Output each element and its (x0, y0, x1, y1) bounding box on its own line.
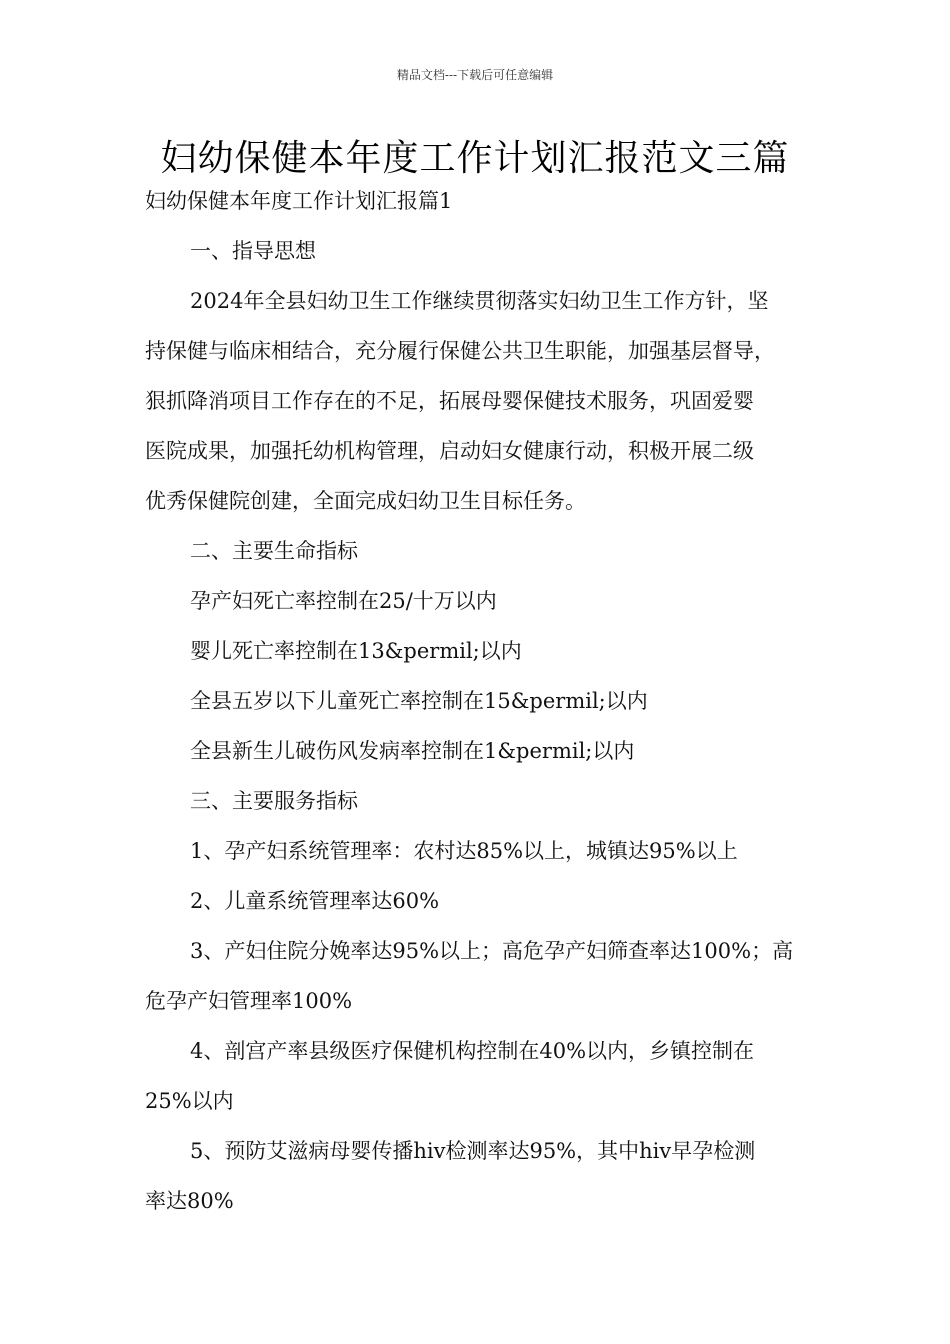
list-item-continuation: 危孕产妇管理率100% (145, 989, 353, 1013)
section-subtitle: 妇幼保健本年度工作计划汇报篇1 (145, 189, 453, 213)
list-item: 3、产妇住院分娩率达95%以上；高危孕产妇筛查率达100%；高 (190, 939, 794, 963)
paragraph-line: 持保健与临床相结合，充分履行保健公共卫生职能，加强基层督导， (145, 339, 775, 363)
heading-guiding-ideology: 一、指导思想 (190, 239, 316, 263)
list-item-continuation: 率达80% (145, 1189, 234, 1213)
paragraph-line: 2024年全县妇幼卫生工作继续贯彻落实妇幼卫生工作方针，坚 (190, 289, 769, 313)
page-header: 精品文档---下载后可任意编辑 (396, 68, 554, 82)
list-item: 5、预防艾滋病母婴传播hiv检测率达95%，其中hiv早孕检测 (190, 1139, 756, 1163)
paragraph-line: 优秀保健院创建，全面完成妇幼卫生目标任务。 (145, 489, 586, 513)
list-item: 4、剖宫产率县级医疗保健机构控制在40%以内，乡镇控制在 (190, 1039, 755, 1063)
heading-life-indicators: 二、主要生命指标 (190, 539, 358, 563)
indicator-line: 全县五岁以下儿童死亡率控制在15&permil;以内 (190, 689, 648, 713)
indicator-line: 孕产妇死亡率控制在25/十万以内 (190, 589, 497, 613)
indicator-line: 全县新生儿破伤风发病率控制在1&permil;以内 (190, 739, 635, 763)
list-item-continuation: 25%以内 (145, 1089, 234, 1113)
paragraph-line: 医院成果，加强托幼机构管理，启动妇女健康行动，积极开展二级 (145, 439, 754, 463)
indicator-line: 婴儿死亡率控制在13&permil;以内 (190, 639, 522, 663)
document-title: 妇幼保健本年度工作计划汇报范文三篇 (160, 138, 790, 179)
heading-service-indicators: 三、主要服务指标 (190, 789, 358, 813)
list-item: 1、孕产妇系统管理率：农村达85%以上，城镇达95%以上 (190, 839, 738, 863)
list-item: 2、儿童系统管理率达60% (190, 889, 440, 913)
paragraph-line: 狠抓降消项目工作存在的不足，拓展母婴保健技术服务，巩固爱婴 (145, 389, 754, 413)
